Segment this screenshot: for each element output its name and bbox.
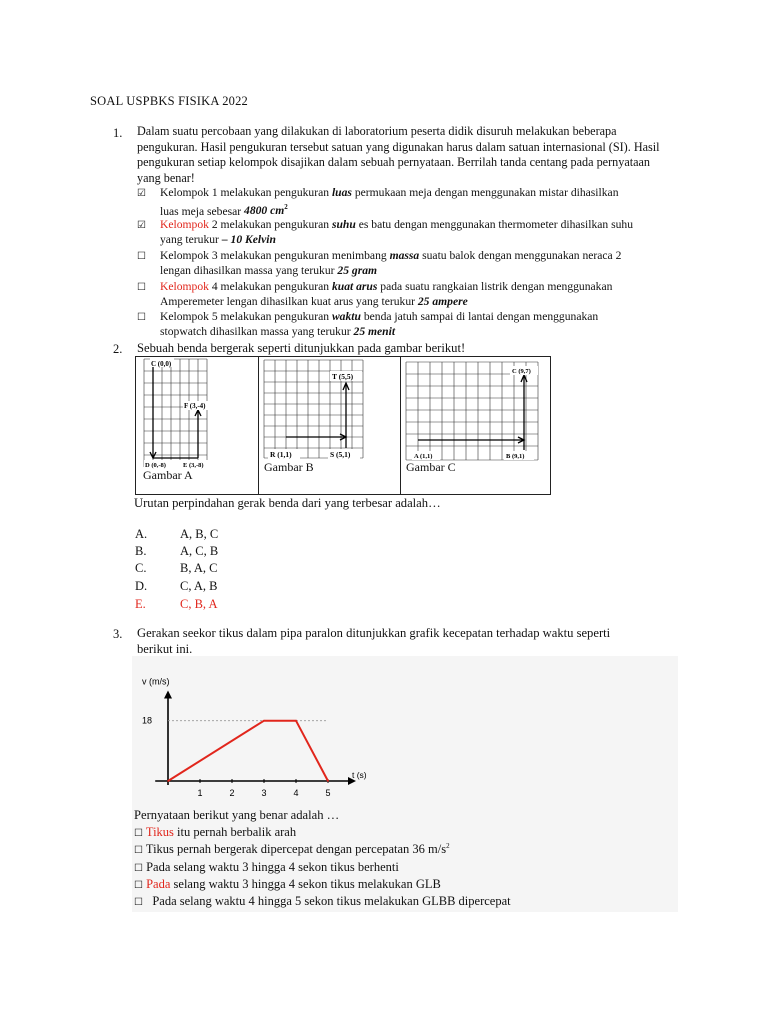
x-axis-label: t (s): [352, 770, 367, 780]
data-point: [263, 720, 265, 722]
superscript: 2: [284, 203, 288, 212]
x-tick-label: 3: [261, 788, 267, 798]
statement-emphasis: waktu: [331, 310, 361, 323]
checkbox-icon[interactable]: ☐: [137, 312, 146, 323]
statement-text: 4 melakukan pengukuran: [208, 280, 332, 293]
question-3-line: berikut ini.: [137, 641, 193, 656]
point-label-a: A (1,1): [414, 453, 433, 460]
option-b[interactable]: [135, 544, 219, 559]
statement-text: lengan dihasilkan massa yang terukur: [160, 263, 338, 277]
checkbox-icon[interactable]: ☐: [134, 863, 143, 874]
checkbox-icon[interactable]: ☐: [134, 880, 143, 891]
option-text: C, A, B: [180, 579, 218, 593]
question-1-text: [137, 124, 677, 186]
data-point: [327, 780, 329, 782]
option-letter: D.: [135, 579, 148, 593]
question-1-number: 1.: [113, 126, 123, 140]
option-d[interactable]: [135, 579, 218, 594]
statement-kelompok-3: [160, 249, 680, 278]
statement-text: Kelompok 3 melakukan pengukuran menimbang: [160, 249, 390, 262]
statement-emphasis: massa: [389, 249, 420, 262]
statement-option[interactable]: [134, 825, 296, 840]
statement-kelompok-5: [160, 310, 680, 339]
option-text: B, A, C: [180, 561, 218, 575]
question-2-prompt: Urutan perpindahan gerak benda dari yang terbesar adalah…: [134, 496, 441, 510]
statement-option[interactable]: [134, 894, 511, 909]
statement-emphasis: 25 gram: [337, 263, 378, 277]
point-label-d: D (0,-8): [145, 462, 166, 469]
data-point: [167, 780, 169, 782]
statement-text: Pada selang waktu 4 hingga 5 sekon tikus melakukan GLBB dipercepat: [146, 894, 511, 908]
checkbox-icon[interactable]: ☐: [134, 828, 143, 839]
superscript: 2: [446, 842, 450, 850]
figure-b-grid: [262, 358, 370, 462]
statement-emphasis: 25 ampere: [417, 294, 468, 308]
velocity-series-line: [168, 721, 328, 781]
highlight-text: Pada: [146, 877, 171, 891]
statement-emphasis: 4800 cm: [244, 204, 285, 218]
statement-emphasis: suhu: [331, 218, 356, 231]
x-tick-label: 1: [197, 788, 203, 798]
point-label-s: S (5,1): [330, 450, 351, 459]
point-label-c: C (9,7): [512, 368, 531, 375]
statement-kelompok-2: [160, 218, 680, 247]
statement-text: yang terukur: [160, 232, 222, 246]
statement-text: 2 melakukan pengukuran: [208, 218, 332, 231]
figure-c-caption: Gambar C: [406, 460, 456, 474]
option-text: C, B, A: [180, 597, 218, 611]
question-1-line: pengukuran setiap kelompok disajikan dalam sebuah pernyataan. Berrilah tanda centang pada pernyataan: [137, 155, 651, 169]
option-a[interactable]: [135, 527, 219, 542]
statement-emphasis: kuat arus: [331, 280, 378, 293]
option-e-answer[interactable]: [135, 597, 218, 612]
statement-text: selang waktu 3 hingga 4 sekon tikus melakukan GLB: [170, 877, 441, 891]
highlight-text: Tikus: [145, 825, 174, 839]
option-letter: E.: [135, 597, 146, 611]
figure-a-caption: Gambar A: [143, 468, 193, 482]
statement-text: Pada selang waktu 3 hingga 4 sekon tikus berhenti: [146, 860, 399, 874]
y-tick-label: 18: [142, 715, 153, 726]
point-label-t: T (5,5): [332, 372, 354, 381]
checkbox-icon[interactable]: ☐: [134, 897, 143, 908]
velocity-time-chart: [132, 656, 367, 804]
statement-text: es batu dengan menggunakan thermometer dihasilkan suhu: [355, 218, 634, 231]
question-3-prompt: Pernyataan berikut yang benar adalah …: [134, 808, 340, 822]
question-1-line: pengukuran. Hasil pengukuran tersebut satuan yang digunakan harus dalam satuan internasional (SI). Hasil: [137, 139, 660, 154]
checked-checkbox-icon[interactable]: ☑: [137, 220, 146, 231]
statement-text: permukaan meja dengan menggunakan mistar dihasilkan: [351, 186, 619, 199]
statement-text: Kelompok 5 melakukan pengukuran: [160, 310, 332, 323]
option-c[interactable]: [135, 561, 218, 576]
point-label-b: B (9,1): [506, 453, 525, 460]
question-3-number: 3.: [113, 627, 123, 641]
statement-text: pada suatu rangkaian listrik dengan menggunakan: [377, 280, 613, 293]
statement-text: itu pernah berbalik arah: [173, 825, 297, 839]
statement-text: Kelompok 1 melakukan pengukuran: [160, 186, 332, 199]
statement-text: luas meja sebesar: [160, 204, 245, 218]
checkbox-icon[interactable]: ☐: [137, 251, 146, 262]
figure-c-grid: [404, 360, 546, 464]
statement-text: Amperemeter lengan dihasilkan kuat arus yang terukur: [160, 294, 418, 308]
question-2-text: Sebuah benda bergerak seperti ditunjukkan pada gambar berikut!: [137, 341, 466, 355]
statement-text: stopwatch dihasilkan massa yang terukur: [160, 324, 354, 338]
statement-option[interactable]: [134, 860, 399, 875]
x-tick-label: 2: [229, 788, 235, 798]
statement-text: Tikus pernah bergerak dipercepat dengan percepatan 36 m/s: [145, 842, 447, 857]
checkbox-icon[interactable]: ☐: [134, 845, 143, 857]
option-text: A, C, B: [180, 544, 219, 558]
chart-layer: [142, 677, 367, 798]
statement-emphasis: – 10 Kelvin: [221, 232, 276, 246]
figure-divider: [400, 356, 401, 494]
highlight-text: Kelompok: [160, 280, 209, 293]
statement-emphasis: 25 menit: [353, 324, 396, 338]
x-tick-label: 5: [325, 788, 331, 798]
figure-a-grid: [140, 357, 214, 469]
point-label-e: E (3,-8): [183, 462, 204, 469]
x-tick-label: 4: [293, 788, 299, 798]
point-label-f: F (3,-4): [184, 402, 206, 410]
checkbox-icon[interactable]: ☐: [137, 282, 146, 293]
point-label-r: R (1,1): [270, 450, 292, 459]
statement-kelompok-1: [160, 186, 680, 219]
question-1-line: yang benar!: [137, 170, 195, 185]
figure-b-caption: Gambar B: [264, 460, 314, 474]
question-1-line: Dalam suatu percobaan yang dilakukan di laboratorium peserta didik disuruh melakukan beberapa: [137, 124, 617, 138]
statement-option[interactable]: [134, 877, 441, 892]
statement-text: suatu balok dengan menggunakan neraca 2: [419, 249, 622, 262]
statement-kelompok-4: [160, 280, 680, 309]
point-label-c: C (0,0): [151, 360, 172, 368]
statement-emphasis: luas: [331, 186, 352, 199]
statement-option[interactable]: [134, 842, 450, 857]
question-3-text: [137, 626, 610, 657]
checked-checkbox-icon[interactable]: ☑: [137, 188, 146, 199]
highlight-text: Kelompok: [160, 218, 209, 231]
option-letter: B.: [135, 544, 147, 558]
question-3-line: Gerakan seekor tikus dalam pipa paralon ditunjukkan grafik kecepatan terhadap waktu seperti: [137, 626, 611, 640]
question-2-number: 2.: [113, 342, 123, 356]
option-letter: C.: [135, 561, 147, 575]
figure-divider: [258, 356, 259, 494]
document-title: SOAL USPBKS FISIKA 2022: [90, 94, 248, 108]
option-text: A, B, C: [180, 527, 219, 541]
y-axis-label: v (m/s): [142, 676, 170, 687]
y-axis-arrow-icon: [164, 691, 172, 699]
option-letter: A.: [135, 527, 148, 541]
data-point: [295, 720, 297, 722]
statement-text: benda jatuh sampai di lantai dengan menggunakan: [360, 310, 599, 323]
